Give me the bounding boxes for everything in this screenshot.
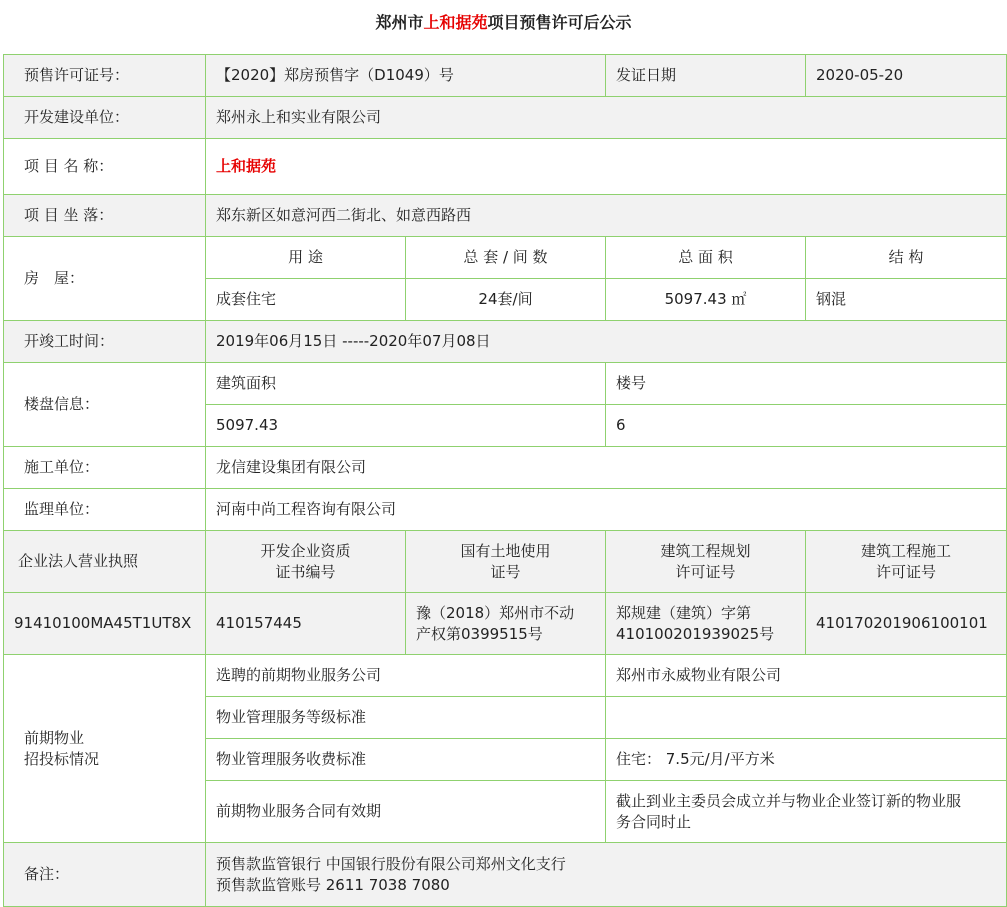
house-use: 成套住宅 <box>206 279 406 321</box>
developer-row <box>4 97 1007 139</box>
house-area: 5097.43 ㎡ <box>606 279 806 321</box>
project-value: 上和据苑 <box>206 139 1007 195</box>
building-header-area: 建筑面积 <box>206 363 606 405</box>
title-highlight: 上和据苑 <box>423 12 488 32</box>
land-cert-number: 豫（2018）郑州市不动 产权第0399515号 <box>406 593 606 655</box>
house-header-area: 总 面 积 <box>606 237 806 279</box>
construction-time-label: 开竣工时间： <box>4 321 206 363</box>
permit-value: 【2020】郑房预售字（D1049）号 <box>206 55 606 97</box>
property-key: 前期物业服务合同有效期 <box>206 781 606 843</box>
cert-header-planning: 建筑工程规划 许可证号 <box>606 531 806 593</box>
property-row <box>4 655 1007 697</box>
property-key: 物业管理服务等级标准 <box>206 697 606 739</box>
page-title <box>0 0 1007 42</box>
property-value: 住宅： 7.5元/月/平方米 <box>606 739 1007 781</box>
title-suffix: 项目预售许可后公示 <box>487 12 632 32</box>
property-value: 截止到业主委员会成立并与物业企业签订新的物业服 务合同时止 <box>606 781 1007 843</box>
house-header-count: 总 套 / 间 数 <box>406 237 606 279</box>
license-label: 企业法人营业执照 <box>4 531 206 593</box>
cert-header-land: 国有土地使用 证号 <box>406 531 606 593</box>
building-number: 6 <box>606 405 1007 447</box>
title-prefix: 郑州市 <box>375 12 424 32</box>
house-structure: 钢混 <box>806 279 1007 321</box>
license-number: 91410100MA45T1UT8X <box>4 593 206 655</box>
issue-value: 2020-05-20 <box>806 55 1007 97</box>
contractor-value: 龙信建设集团有限公司 <box>206 447 1007 489</box>
building-label: 楼盘信息： <box>4 363 206 447</box>
house-header-use: 用 途 <box>206 237 406 279</box>
supervisor-label: 监理单位： <box>4 489 206 531</box>
developer-label: 开发建设单位： <box>4 97 206 139</box>
building-area: 5097.43 <box>206 405 606 447</box>
contractor-label: 施工单位： <box>4 447 206 489</box>
property-label: 前期物业 招投标情况 <box>4 655 206 843</box>
cert-value-row <box>4 593 1007 655</box>
location-value: 郑东新区如意河西二街北、如意西路西 <box>206 195 1007 237</box>
permit-row <box>4 55 1007 97</box>
developer-value: 郑州永上和实业有限公司 <box>206 97 1007 139</box>
house-header-structure: 结 构 <box>806 237 1007 279</box>
house-count: 24套/间 <box>406 279 606 321</box>
construction-time-value: 2019年06月15日 -----2020年07月08日 <box>206 321 1007 363</box>
house-header-row <box>4 237 1007 279</box>
cert-header-construction: 建筑工程施工 许可证号 <box>806 531 1007 593</box>
construction-permit-number: 410170201906100101 <box>806 593 1007 655</box>
remark-row <box>4 843 1007 907</box>
building-header-number: 楼号 <box>606 363 1007 405</box>
cert-header-qualification: 开发企业资质 证书编号 <box>206 531 406 593</box>
cert-header-row <box>4 531 1007 593</box>
building-header-row <box>4 363 1007 405</box>
remark-value: 预售款监管银行 中国银行股份有限公司郑州文化支行 预售款监管账号 2611 7038 7080 <box>206 843 1007 907</box>
planning-permit-number: 郑规建（建筑）字第 410100201939025号 <box>606 593 806 655</box>
permit-table <box>3 54 1007 907</box>
property-value: 郑州市永威物业有限公司 <box>606 655 1007 697</box>
construction-time-row <box>4 321 1007 363</box>
qualification-number: 410157445 <box>206 593 406 655</box>
location-row <box>4 195 1007 237</box>
project-label: 项 目 名 称： <box>4 139 206 195</box>
project-row <box>4 139 1007 195</box>
house-label: 房 屋： <box>4 237 206 321</box>
location-label: 项 目 坐 落： <box>4 195 206 237</box>
issue-label: 发证日期 <box>606 55 806 97</box>
property-key: 选聘的前期物业服务公司 <box>206 655 606 697</box>
permit-label: 预售许可证号： <box>4 55 206 97</box>
property-key: 物业管理服务收费标准 <box>206 739 606 781</box>
property-value <box>606 697 1007 739</box>
contractor-row <box>4 447 1007 489</box>
supervisor-value: 河南中尚工程咨询有限公司 <box>206 489 1007 531</box>
supervisor-row <box>4 489 1007 531</box>
remark-label: 备注： <box>4 843 206 907</box>
